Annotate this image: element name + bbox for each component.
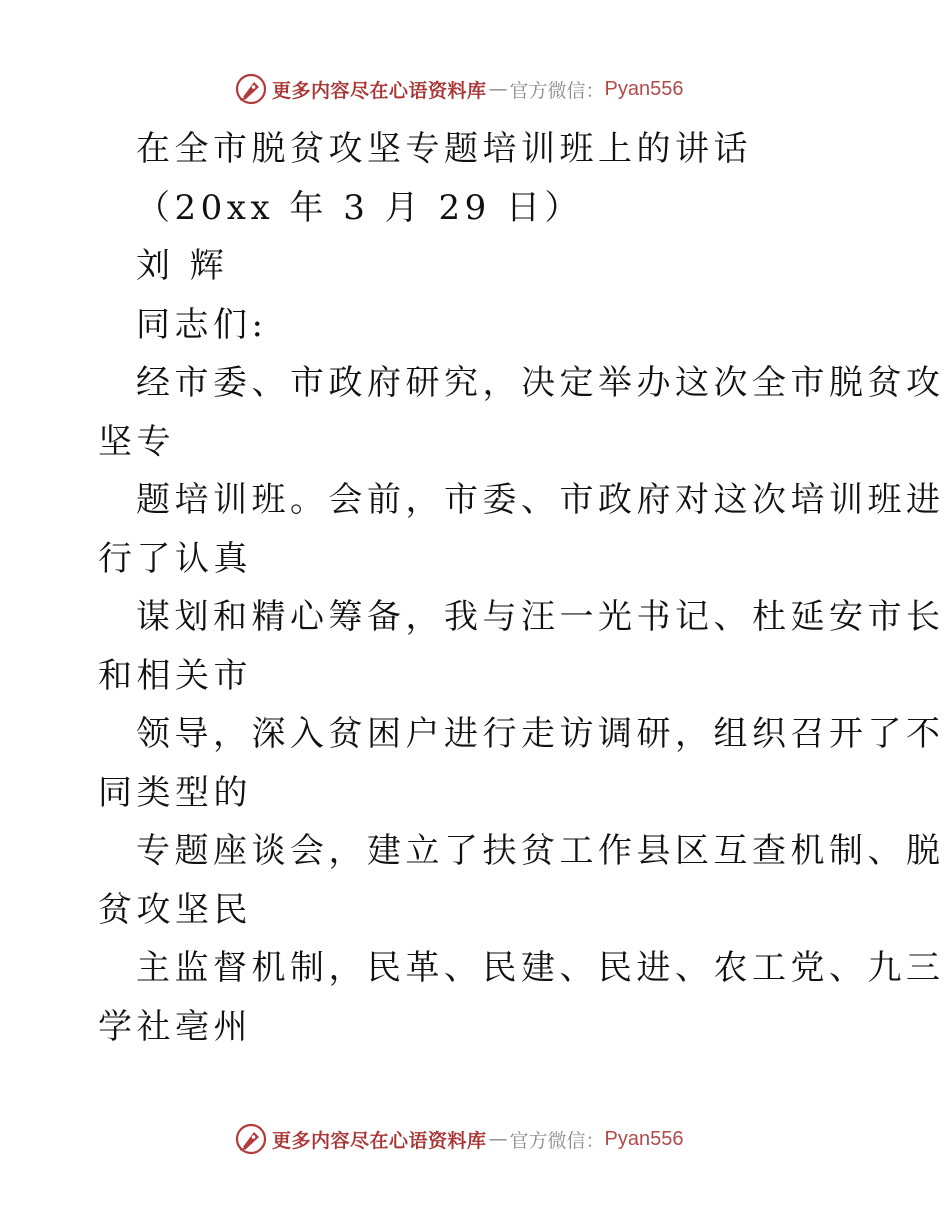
watermark-wechat-label: 官方微信： [509, 79, 605, 102]
watermark-wechat-label: 官方微信： [509, 1129, 605, 1152]
paragraph-line: 学社亳州 [98, 1006, 252, 1047]
paragraph-line: 和相关市 [98, 655, 252, 696]
document-salutation: 同志们: [136, 304, 268, 345]
document-author: 刘 辉 [136, 246, 229, 286]
watermark-dash: — [488, 78, 508, 100]
watermark-text: 更多内容尽在心语资料库 [272, 79, 487, 102]
watermark-dash: — [488, 1128, 508, 1150]
paragraph-line: 经市委、市政府研究，决定举办这次全市脱贫攻 [136, 363, 945, 403]
pen-nib-logo-icon [234, 1122, 268, 1156]
paragraph-line: 坚专 [98, 421, 175, 462]
paragraph-line: 贫攻坚民 [98, 889, 252, 930]
paragraph-line: 领导，深入贫困户进行走访调研，组织召开了不 [136, 714, 945, 754]
footer-watermark [234, 1122, 684, 1156]
document-body [98, 120, 945, 1056]
paragraph-line: 题培训班。会前，市委、市政府对这次培训班进 [136, 480, 945, 520]
watermark-wechat-id: Pyan556 [604, 77, 684, 100]
paragraph-line: 专题座谈会，建立了扶贫工作县区互查机制、脱 [136, 831, 945, 871]
pen-nib-logo-icon [234, 72, 268, 106]
document-title: 在全市脱贫攻坚专题培训班上的讲话 [136, 129, 752, 169]
paragraph-line: 同类型的 [98, 772, 252, 813]
header-watermark [234, 72, 684, 106]
paragraph-line: 主监督机制，民革、民建、民进、农工党、九三 [136, 948, 945, 988]
paragraph-line: 谋划和精心筹备，我与汪一光书记、杜延安市长 [136, 597, 945, 637]
watermark-wechat-id: Pyan556 [604, 1127, 684, 1150]
watermark-text: 更多内容尽在心语资料库 [272, 1129, 487, 1152]
document-date: （20xx 年 3 月 29 日） [136, 187, 584, 228]
paragraph-line: 行了认真 [98, 538, 252, 579]
